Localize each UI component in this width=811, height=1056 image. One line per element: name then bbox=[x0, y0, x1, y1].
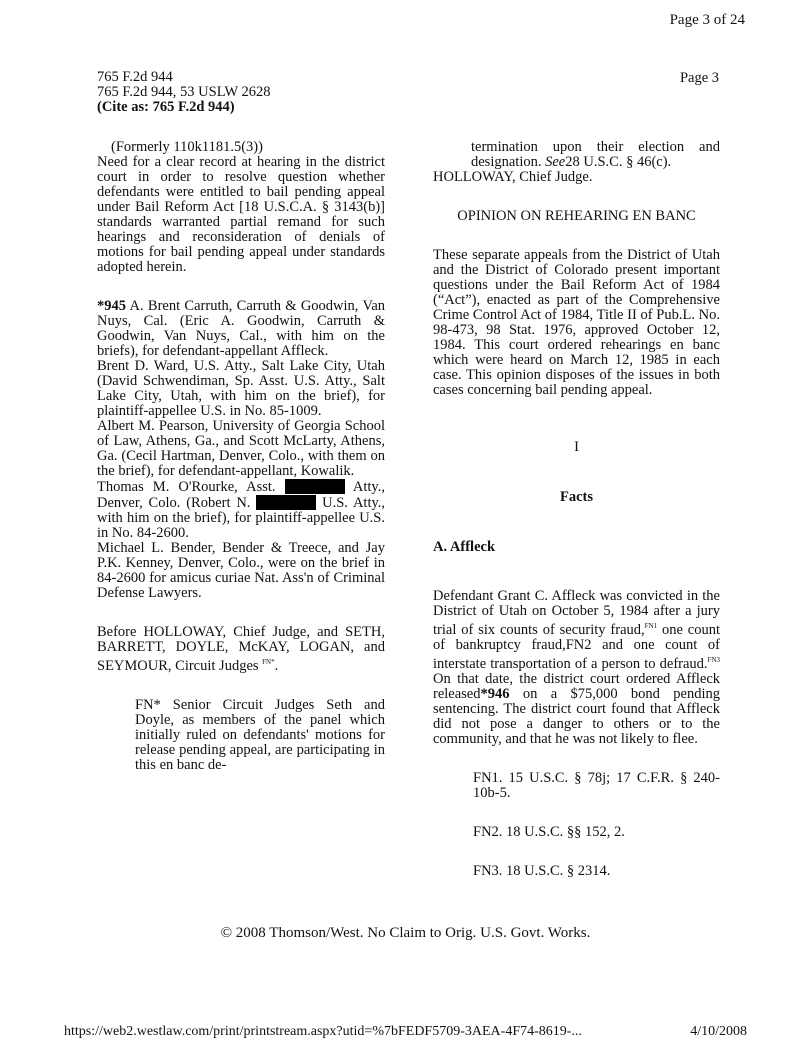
section-title: Facts bbox=[559, 489, 593, 505]
footnote-star: FN* Senior Circuit Judges Seth and Doyle, as members of the panel which initially ruled on defendants' motions for release pending appeal, are participating in this en banc de- bbox=[135, 696, 385, 773]
counsel-paragraph-4 bbox=[97, 479, 385, 541]
counsel-paragraph-5: Michael L. Bender, Bender & Treece, and Jay P.K. Kenney, Denver, Colo., were on the brief in 84-2600 for amicus curiae Nat. Ass'n of Criminal Defense Lawyers. bbox=[97, 540, 385, 601]
footnote-3: FN3. 18 U.S.C. § 2314. bbox=[473, 862, 611, 879]
citation-line-1: 765 F.2d 944 bbox=[97, 69, 173, 85]
left-column bbox=[97, 140, 385, 773]
citation-header bbox=[97, 70, 271, 115]
headnote-text: Need for a clear record at hearing in the district court in order to resolve question whether defendants were entitled to bail pending appeal under Bail Reform Act [18 U.S.C.A. § 3143(b)] standards warranted partial remand for such hearings and reconsideration of denials of motions for bail pending appeal under standards adopted herein. bbox=[97, 154, 385, 275]
facts-paragraph bbox=[433, 589, 720, 747]
redaction-box bbox=[256, 495, 316, 510]
section-number: I bbox=[574, 439, 579, 455]
redaction-box bbox=[285, 479, 345, 494]
facts-text-3: On that date, the district court ordered Affleck released bbox=[433, 670, 720, 702]
footnote-ref-star[interactable]: FN* bbox=[262, 658, 275, 666]
star-page-946: *946 bbox=[480, 685, 510, 702]
subsection-heading: A. Affleck bbox=[433, 539, 496, 555]
footnote-see-signal: See bbox=[545, 154, 566, 170]
print-date: 4/10/2008 bbox=[690, 1024, 747, 1039]
page-of-count: Page 3 of 24 bbox=[669, 12, 745, 28]
counsel-text-4b: Atty., Denver, Colo. (Robert N. bbox=[97, 479, 385, 511]
intro-paragraph: These separate appeals from the District of Utah and the District of Colorado present important questions under the Bail Reform Act of 1984 (“Act”), enacted as part of the Comprehensive Crime Control Act of 1984, Title II of Pub.L. No. 98-473, 98 Stat. 1976, approved October 12, 1984. This court ordered rehearings en banc which were heard on March 12, 1985 in each case. This opinion disposes of the issues in both cases concerning bail pending appeal. bbox=[433, 247, 720, 398]
footnote-cont-cite: 28 U.S.C. § 46(c). bbox=[565, 154, 672, 170]
counsel-text-4c: U.S. Atty., with him on the brief), for plaintiff-appellee U.S. in No. 84-2600. bbox=[97, 495, 386, 541]
print-url: https://web2.westlaw.com/print/printstream.aspx?utid=%7bFEDF5709-3AEA-4F74-8619-... bbox=[64, 1024, 582, 1039]
cite-as-line: (Cite as: 765 F.2d 944) bbox=[97, 99, 235, 115]
citation-line-2: 765 F.2d 944, 53 USLW 2628 bbox=[97, 84, 271, 100]
counsel-text-4a: Thomas M. O'Rourke, Asst. bbox=[97, 479, 276, 495]
panel-judges: Before HOLLOWAY, Chief Judge, and SETH, BARRETT, DOYLE, McKAY, LOGAN, and SEYMOUR, Circuit Judges $^{FN*}$. bbox=[97, 624, 385, 674]
footnote-star-continued bbox=[433, 140, 720, 170]
footnote-ref-1[interactable]: FN1 bbox=[644, 622, 658, 630]
right-column bbox=[433, 140, 720, 879]
before-judges-text: Before HOLLOWAY, Chief Judge, and SETH, BARRETT, DOYLE, McKAY, LOGAN, and SEYMOUR, Circuit Judges bbox=[97, 624, 385, 674]
key-number-formerly: (Formerly 110k1181.5(3)) bbox=[111, 139, 263, 155]
page-label: Page 3 bbox=[679, 70, 719, 86]
footnote-ref-3[interactable]: FN3 bbox=[707, 655, 720, 664]
counsel-text-1: A. Brent Carruth, Carruth & Goodwin, Van Nuys, Cal. (Eric A. Goodwin, Carruth & Goodwin, Van Nuys, Cal., with him on the briefs), for defendant-appellant Affleck. bbox=[97, 298, 386, 359]
counsel-paragraph-2: Brent D. Ward, U.S. Atty., Salt Lake City, Utah (David Schwendiman, Sp. Asst. U.S. Atty., Salt Lake City, Utah, with him on the brief), for plaintiff-appellee U.S. in No. 85-1009. bbox=[97, 358, 385, 419]
counsel-paragraph-1 bbox=[97, 299, 385, 359]
star-page-945: *945 bbox=[97, 298, 126, 314]
footnote-cont-text: termination upon their election and designation. bbox=[471, 139, 720, 170]
facts-text-1: Defendant Grant C. Affleck was convicted in the District of Utah on October 5, 1984 after a jury trial of six counts of security fraud, bbox=[433, 588, 720, 638]
authoring-judge: HOLLOWAY, Chief Judge. bbox=[433, 169, 593, 185]
counsel-paragraph-3: Albert M. Pearson, University of Georgia School of Law, Athens, Ga., and Scott McLarty, Athens, Ga. (Cecil Hartman, Denver, Colo., with them on the brief), for defendant-appellant, Kowalik. bbox=[97, 418, 385, 479]
footnote-2: FN2. 18 U.S.C. §§ 152, 2. bbox=[473, 823, 625, 840]
facts-text-2: one count of bankruptcy fraud,FN2 and one count of interstate transportation of a person to defraud. bbox=[433, 621, 721, 672]
facts-text-4: on a $75,000 bond pending sentencing. The district court found that Affleck did not pose a danger to others or to the community, and that he was not likely to flee. bbox=[433, 685, 720, 747]
footnote-1: FN1. 15 U.S.C. § 78j; 17 C.F.R. § 240-10b-5. bbox=[473, 769, 720, 801]
copyright-footer: © 2008 Thomson/West. No Claim to Orig. U.S. Govt. Works. bbox=[220, 925, 591, 941]
opinion-title: OPINION ON REHEARING EN BANC bbox=[457, 208, 696, 224]
